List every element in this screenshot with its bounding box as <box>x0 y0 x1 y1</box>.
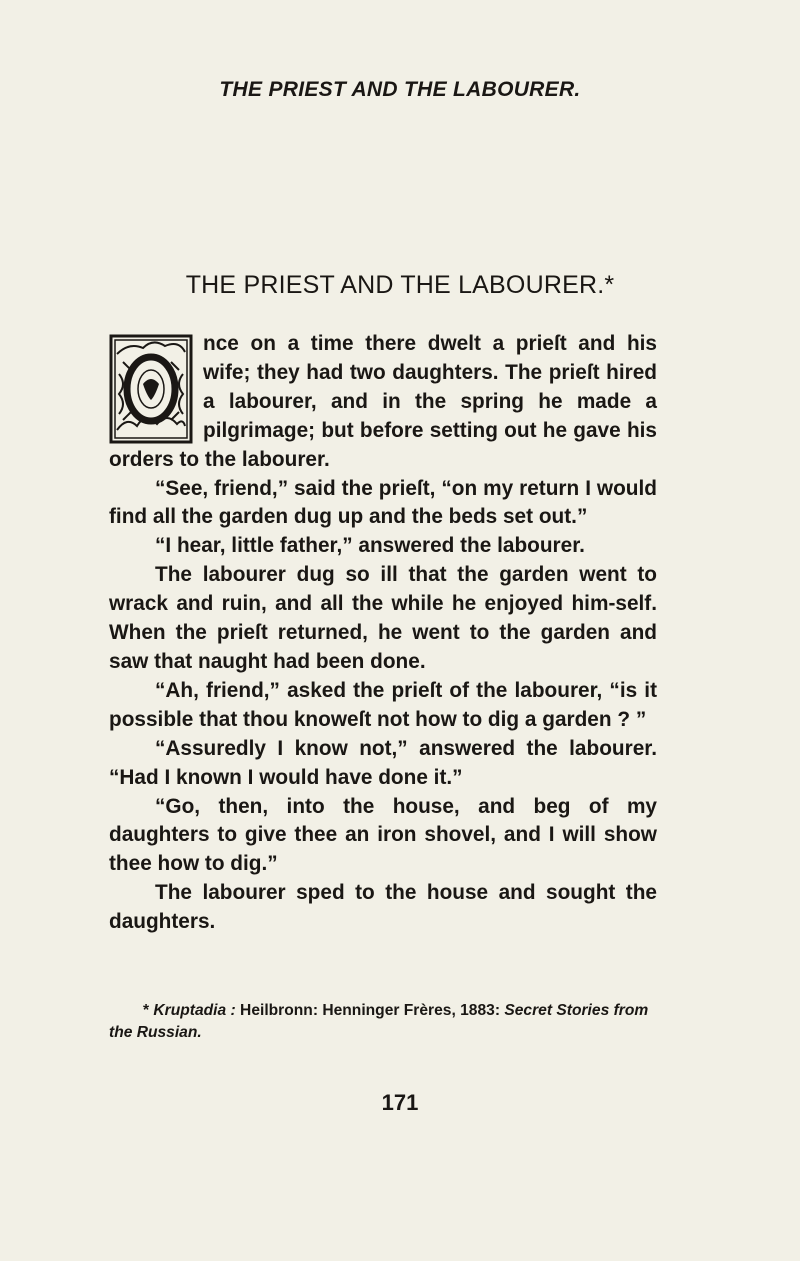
footnote-publisher: Heilbronn: Henninger Frères, 1883: <box>235 1002 505 1019</box>
story-title: THE PRIEST AND THE LABOURER.* <box>185 271 615 299</box>
footnote-marker: * <box>143 1002 154 1019</box>
paragraph-3: “I hear, little father,” answered the labourer. <box>155 534 585 558</box>
page-number: 171 <box>381 1090 419 1115</box>
paragraph-5: “Ah, friend,” asked the prieſt of the labourer, “is it possible that thou knoweſt not how to dig a garden ? ” <box>109 678 657 731</box>
paragraph-8: The labourer sped to the house and sought the daughters. <box>109 881 657 934</box>
footnote <box>109 1000 664 1044</box>
paragraph-7: “Go, then, into the house, and beg of my daughters to give thee an iron shovel, and I will show thee how to dig.” <box>109 794 657 876</box>
paragraph-6: “Assuredly I know not,” answered the labourer. “Had I known I would have done it.” <box>109 736 657 789</box>
paragraph-1-text: nce on a time there dwelt a prieſt and his wife; they had two daughters. The prieſt hired a labourer, and in the spring he made a pilgrimage; but before setting out he gave his orders to the labourer. <box>109 332 657 471</box>
running-head: THE PRIEST AND THE LABOURER. <box>219 78 581 101</box>
paragraph-1 <box>109 330 657 475</box>
footnote-collection-title: Secret Stories from the Russian. <box>109 1002 649 1041</box>
decorated-initial-o <box>109 334 193 444</box>
decorated-initial-o-ornament <box>109 334 193 444</box>
paragraph-2: “See, friend,” said the prieſt, “on my return I would find all the garden dug up and the beds set out.” <box>109 476 657 529</box>
paragraph-4: The labourer dug so ill that the garden went to wrack and ruin, and all the while he enjoyed him-self. When the prieſt returned, he went to the garden and saw that naught had been done. <box>109 563 657 673</box>
footnote-source-title: Kruptadia : <box>153 1002 236 1019</box>
story-body <box>109 330 657 937</box>
